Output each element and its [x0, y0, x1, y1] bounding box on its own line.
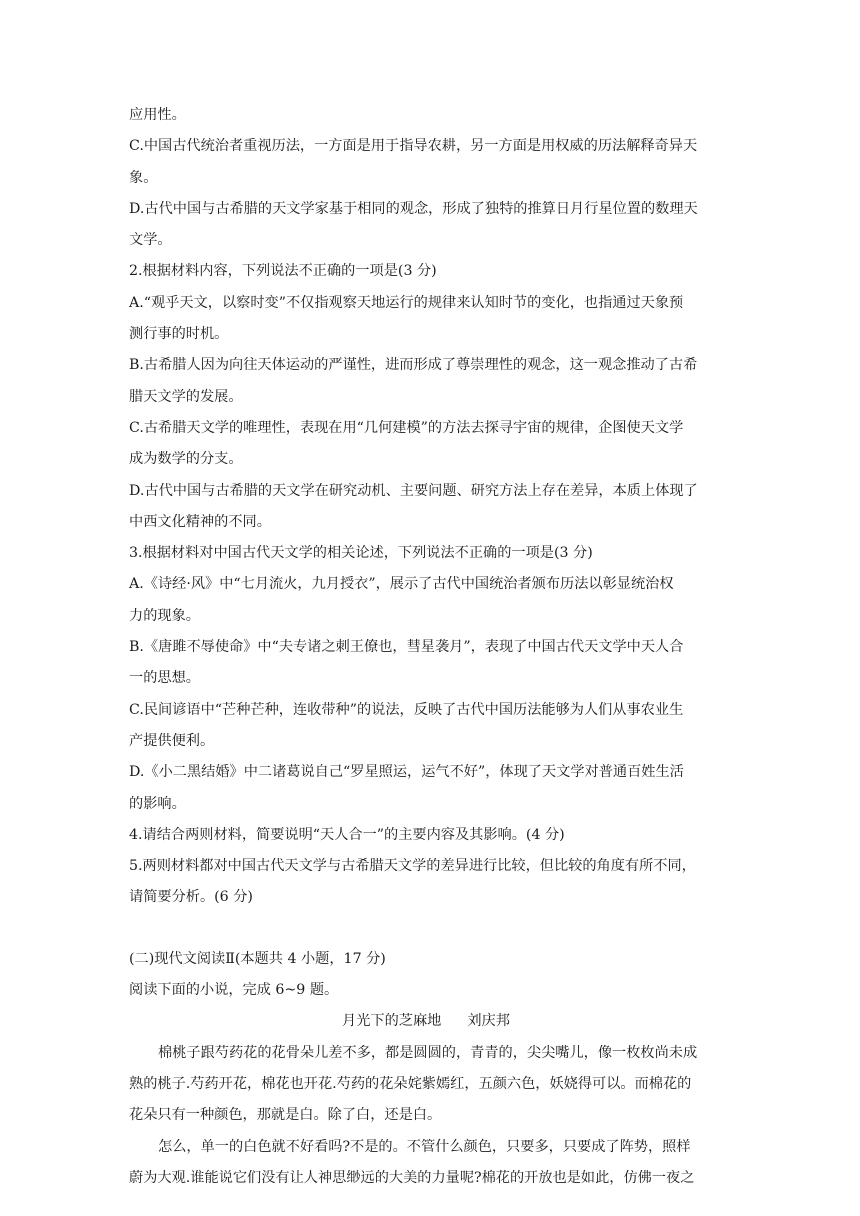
- story-para1-line1: 棉桃子跟芍药花的花骨朵儿差不多，都是圆圆的，青青的，尖尖嘴儿，像一枚枚尚未成: [158, 1044, 698, 1061]
- q1-option-d-line2: 文学。: [129, 232, 172, 249]
- story-title-line: [129, 1006, 733, 1037]
- q3-option-c-line1: C.民间谚语中“芒种芒种，连收带种”的说法，反映了古代中国历法能够为人们从事农业生: [129, 701, 684, 718]
- story-para2-line1: 怎么，单一的白色就不好看吗?不是的。不管什么颜色，只要多，只要成了阵势，照样: [158, 1138, 691, 1155]
- q5-line2: 请简要分析。(6 分): [129, 889, 253, 906]
- document-page: [129, 100, 733, 1194]
- section-gap: [129, 914, 733, 944]
- section2-heading: (二)现代文阅读Ⅱ(本题共 4 小题，17 分): [129, 950, 386, 967]
- q2-option-d-line1: D.古代中国与古希腊的天文学在研究动机、主要问题、研究方法上存在差异，本质上体现了: [129, 482, 698, 499]
- q3-option-d-line2: 的影响。: [129, 795, 186, 812]
- q3-option-a-line1: A.《诗经·风》中“七月流火，九月授衣”，展示了古代中国统治者颁布历法以彰显统治权: [129, 576, 674, 593]
- story-para1-line2: 熟的桃子.芍药开花，棉花也开花.芍药的花朵姹紫嫣红，五颜六色，妖娆得可以。而棉花的: [129, 1075, 692, 1092]
- q3-option-c-line2: 产提供便利。: [129, 732, 215, 749]
- q2-option-c-line2: 成为数学的分支。: [129, 451, 243, 468]
- q5-line1: 5.两则材料都对中国古代天文学与古希腊天文学的差异进行比较，但比较的角度有所不同，: [129, 858, 696, 875]
- q1-b-tail: 应用性。: [129, 107, 186, 123]
- q3-option-b-line2: 一的思想。: [129, 670, 200, 687]
- q1-option-c-line1: C.中国古代统治者重视历法，一方面是用于指导农耕，另一方面是用权威的历法解释奇异天: [129, 138, 698, 155]
- q2-stem: 2.根据材料内容，下列说法不正确的一项是(3 分): [129, 263, 437, 280]
- q2-option-a-line1: A.“观乎天文，以察时变”不仅指观察天地运行的规律来认知时节的变化，也指通过天象预: [129, 294, 684, 311]
- story-author: 刘庆邦: [467, 1013, 510, 1030]
- q4-stem: 4.请结合两则材料，简要说明“天人合一”的主要内容及其影响。(4 分): [129, 826, 565, 843]
- q1-option-d-line1: D.古代中国与古希腊的天文学家基于相同的观念，形成了独特的推算日月行星位置的数理天: [129, 200, 698, 217]
- story-title: 月光下的芝麻地: [342, 1013, 442, 1030]
- q3-option-b-line1: B.《唐雎不辱使命》中“夫专诸之刺王僚也，彗星袭月”，表现了中国古代天文学中天人合: [129, 639, 684, 656]
- story-para2-line2: 蔚为大观.谁能说它们没有让人神思缈远的大美的力量呢?棉花的开放也是如此，仿佛一夜之: [129, 1169, 695, 1186]
- q2-option-b-line1: B.古希腊人因为向往天体运动的严谨性，进而形成了尊崇理性的观念，这一观念推动了古希: [129, 357, 698, 374]
- section2-instruction: 阅读下面的小说，完成 6~9 题。: [129, 982, 339, 999]
- q2-option-d-line2: 中西文化精神的不同。: [129, 513, 271, 530]
- q2-option-b-line2: 腊天文学的发展。: [129, 388, 243, 405]
- q1-option-c-line2: 象。: [129, 169, 158, 186]
- q3-option-a-line2: 力的现象。: [129, 607, 200, 624]
- q3-stem: 3.根据材料对中国古代天文学的相关论述，下列说法不正确的一项是(3 分): [129, 545, 593, 562]
- q2-option-a-line2: 测行事的时机。: [129, 326, 229, 343]
- q2-option-c-line1: C.古希腊天文学的唯理性，表现在用“几何建模”的方法去探寻宇宙的规律，企图使天文学: [129, 419, 684, 436]
- q3-option-d-line1: D.《小二黑结婚》中二诸葛说自己“罗星照运，运气不好”，体现了天文学对普通百姓生活: [129, 764, 684, 781]
- story-para1-line3: 花朵只有一种颜色，那就是白。除了白，还是白。: [129, 1107, 442, 1124]
